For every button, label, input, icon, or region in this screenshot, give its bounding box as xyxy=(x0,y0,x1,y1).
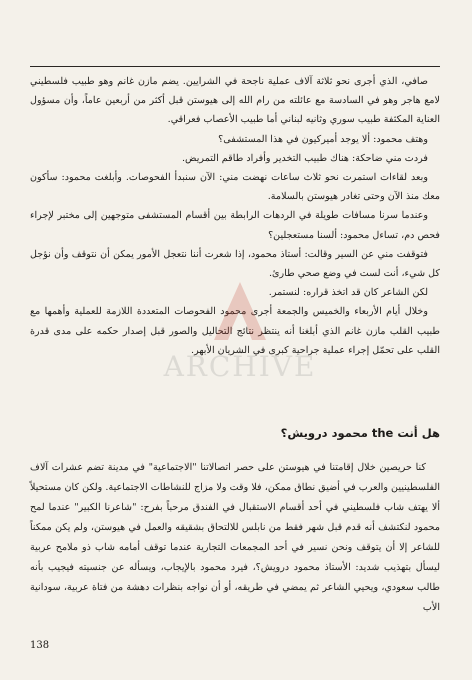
paragraph: لكن الشاعر كان قد اتخذ قراره: لنستمر. xyxy=(268,287,428,299)
paragraph: فتوقفت مني عن السير وقالت: أستاذ محمود، إذا شعرت أننا نتعجل الأمور يمكن أن نتوقف وأن نؤجل كل شيء، أنت لست في وضع صحي طارئ. xyxy=(30,248,440,280)
paragraph: كنا حريصين خلال إقامتنا في هيوستن على حصر اتصالاتنا "الاجتماعية" في مدينة تضم عشرات آلاف الفلسطينيين والعرب في أضيق نطاق ممكن، فلا وقت ولا مزاج للنشاطات الاجتماعية. ولكن كان مستحيلاً ألا يهتف شاب فلسطيني في أحد أقسام الاستقبال في الفندق مرحباً بفرح: "شاعرنا الكبير" عندما لمح محمود لنكتشف أنه قدم قبل شهر فقط من نابلس للالتحاق بشقيقه والعمل في هيوستن، ولم يكن ممكناً للشاعر إلا أن يتوقف ونحن نسير في أحد المجمعات التجارية عندما توقف أمامه شاب ذو ملامح عربية ليسأل بتهذيب شديد: الأستاذ محمود درويش؟، فيرد محمود بالإيجاب، ويسأله عن جنسيته فيجيب بأنه طالب سعودي، ويحيي الشاعر ثم يمضي في طريقه، أو أن نواجه بنظرات دهشة من فتاة عربية، سودانية الأب xyxy=(30,462,440,613)
section-heading: هل أنت the محمود درويش؟ xyxy=(280,426,440,440)
body-text-upper xyxy=(30,72,440,360)
paragraph: وخلال أيام الأربعاء والخميس والجمعة أجرى محمود الفحوصات المتعددة اللازمة للعملية وأهمها مع طبيب القلب مازن غانم الذي أبلغنا أنه ينتظر نتائج التحاليل والصور قبل إصدار حكمه على مدى قدرة القلب على تحمّل إجراء عملية جراحية كبرى في الشريان الأبهر. xyxy=(30,306,440,356)
paragraph: وعندما سرنا مسافات طويلة في الردهات الرابطة بين أقسام المستشفى متوجهين إلى مختبر لإجراء فحص دم، تساءل محمود: ألسنا مستعجلين؟ xyxy=(30,210,440,241)
watermark-text: ARCHIVE xyxy=(163,350,317,383)
page-number: 138 xyxy=(30,640,50,651)
paragraph: فردت مني ضاحكة: هناك طبيب التخدير وأفراد طاقم التمريض. xyxy=(181,152,428,164)
body-text-lower xyxy=(30,458,440,618)
paragraph: صافي، الذي أجرى نحو ثلاثة آلاف عملية ناجحة في الشرايين. يضم مازن غانم وهو طبيب فلسطيني لامع هاجر وهو في السادسة مع عائلته من رام الله إلى هيوستن قبل أكثر من أربعين عاماً، وأن مسؤول العناية المكثفة طبيب سوري وثانيه لبناني أما طبيب الأعصاب فعراقي. xyxy=(30,76,440,126)
paragraph: وبعد لقاءات استمرت نحو ثلاث ساعات نهضت مني: الآن سنبدأ الفحوصات. وأبلغت محمود: سأكون معك منذ الآن وحتى تغادر هيوستن بالسلامة. xyxy=(30,172,440,203)
header-rule xyxy=(30,66,440,67)
paragraph: وهتف محمود: ألا يوجد أميركيون في هذا المستشفى؟ xyxy=(218,133,428,145)
